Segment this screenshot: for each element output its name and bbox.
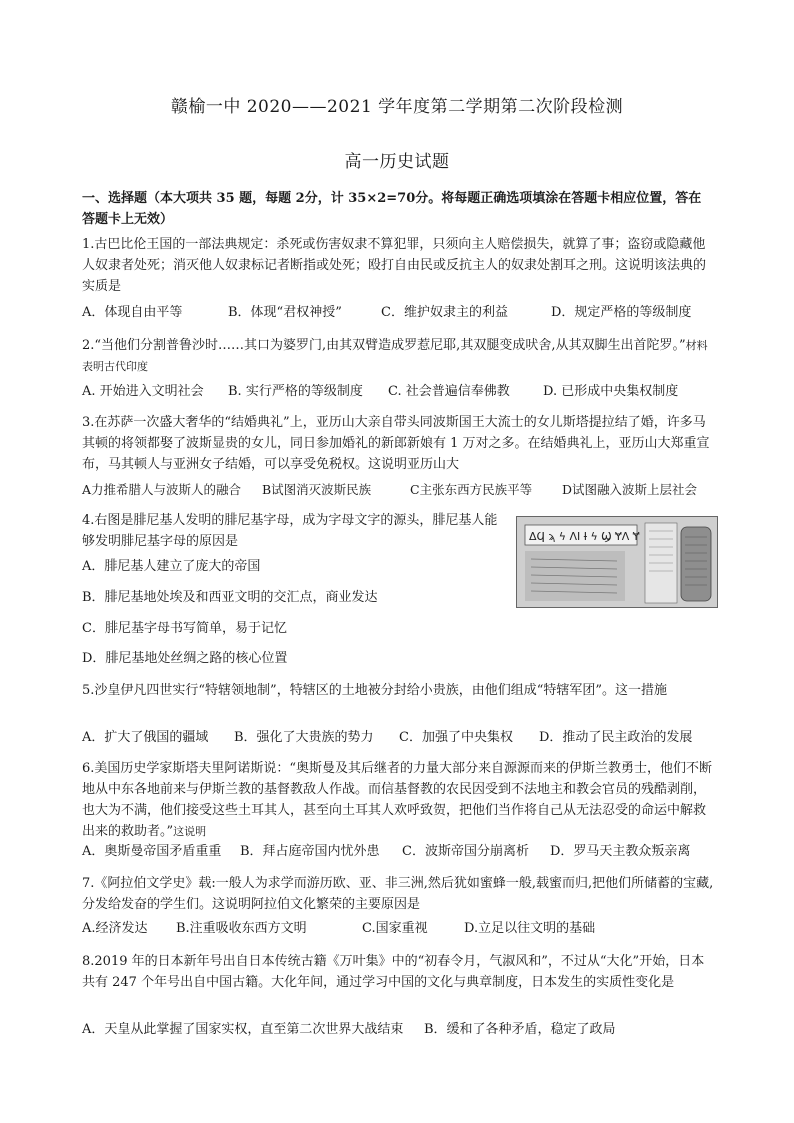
- q7-option-b: B.注重吸收东西方文明: [176, 921, 307, 936]
- q3-option-a: A力推希腊人与波斯人的融合: [82, 482, 242, 497]
- question-6-stem: [82, 758, 714, 842]
- question-7-stem: 7.《阿拉伯文学史》载:一般人为求学而游历欧、亚、非三洲,然后犹如蜜蜂一般,载蜜而归,把他们所储蓄的宝藏,分发给发奋的学生们。这说明阿拉伯文化繁荣的主要原因是: [82, 876, 714, 912]
- q4-option-a: A．腓尼基人建立了庞大的帝国: [82, 559, 261, 574]
- q2-option-a: A. 开始进入文明社会: [82, 384, 204, 399]
- q6-option-c: C．波斯帝国分崩离析: [402, 844, 529, 859]
- figure-glyph-strip: ΔϤ ϡ ϟ ΛΙ Ɨ ϟ Ϣ ɎΛ Ɏ: [529, 530, 640, 543]
- question-8-stem: 8.2019 年的日本新年号出自日本传统古籍《万叶集》中的“初春令月，气淑风和”，不过从“大化”开始，日本共有 247 个年号出自中国古籍。大化年间，通过学习中国的文化与典章制度，日本发生的实质性变化是: [82, 954, 705, 990]
- question-3-stem: 3.在苏萨一次盛大奢华的“结婚典礼”上，亚历山大亲自带头同波斯国王大流士的女儿斯塔提拉结了婚，许多马其顿的将领都娶了波斯显贵的女儿，同日参加婚礼的新郎新娘有 1 万对之多。在结婚典礼上，亚历山大郑重宣布，马其顿人与亚洲女子结婚，可以享受免税权。这说明亚历山大: [82, 415, 710, 472]
- question-2-stem: [82, 335, 714, 377]
- q1-option-c: C．维护奴隶主的利益: [381, 305, 508, 320]
- q3-option-b: B试图消灭波斯民族: [262, 482, 372, 497]
- question-7-options: [82, 919, 722, 939]
- phoenician-alphabet-image: [516, 516, 718, 608]
- q2-option-d: D. 已形成中央集权制度: [543, 384, 679, 399]
- q2-option-c: C. 社会普遍信奉佛教: [388, 384, 510, 399]
- q1-option-a: A．体现自由平等: [82, 305, 183, 320]
- q2-stem-main: 2.“当他们分割普鲁沙时……其口为婆罗门,由其双臂造成罗惹尼耶,其双腿变成吠舍,从其双脚生出首陀罗。”: [82, 338, 686, 353]
- question-2-options: [82, 382, 722, 402]
- q6-stem-tail: 这说明: [173, 825, 207, 838]
- q3-option-d: D试图融入波斯上层社会: [562, 482, 698, 497]
- q1-option-b: B．体现“君权神授”: [228, 305, 342, 320]
- question-5-options: [82, 728, 722, 748]
- q7-option-a: A.经济发达: [82, 921, 148, 936]
- q5-option-c: C．加强了中央集权: [399, 730, 513, 745]
- q5-option-b: B．强化了大贵族的势力: [234, 730, 374, 745]
- question-4-stem: 4.右图是腓尼基人发明的腓尼基字母，成为字母文字的源头，腓尼基人能够发明腓尼基字母的原因是: [82, 513, 498, 549]
- q7-option-d: D.立足以往文明的基础: [464, 921, 596, 936]
- figure-drawing: [517, 517, 717, 607]
- q8-option-a: A．天皇从此掌握了国家实权，直至第二次世界大战结束: [82, 1022, 404, 1037]
- question-3-options: [82, 480, 722, 500]
- q6-stem-main: 6.美国历史学家斯塔夫里阿诺斯说：“奥斯曼及其后继者的力量大部分来自源源而来的伊斯兰教勇士，他们不断地从中东各地前来与伊斯兰教的基督教敌人作战。而信基督教的农民因受到不法地主和教会官员的残酷剥削，也大为不满，他们接受这些土耳其人，甚至向土耳其人欢呼致贺，把他们当作将自己从无法忍受的命运中解救出来的救助者。”: [82, 761, 713, 839]
- q4-option-c: C．腓尼基字母书写简单，易于记忆: [82, 621, 287, 636]
- q6-option-a: A．奥斯曼帝国矛盾重重: [82, 844, 222, 859]
- q4-option-d: D．腓尼基地处丝绸之路的核心位置: [82, 651, 288, 666]
- section-heading: 一、选择题（本大项共 35 题，每题 2分，计 35×2=70分。将每题正确选项填涂在答题卡相应位置，答在答题卡上无效）: [82, 191, 702, 227]
- q4-option-b: B．腓尼基地处埃及和西亚文明的交汇点，商业发达: [82, 590, 378, 605]
- q5-option-d: D．推动了民主政治的发展: [539, 730, 693, 745]
- q6-option-d: D．罗马天主教众叛亲离: [550, 844, 691, 859]
- q6-option-b: B．拜占庭帝国内忧外患: [240, 844, 380, 859]
- q2-stem-tail: 材料表明古代印度: [82, 339, 708, 373]
- q7-option-c: C.国家重视: [362, 921, 428, 936]
- exam-title: 赣榆一中 2020——2021 学年度第二学期第二次阶段检测: [170, 97, 624, 117]
- exam-subtitle: 高一历史试题: [344, 152, 450, 172]
- question-8-options: [82, 1020, 722, 1040]
- q5-option-a: A．扩大了俄国的疆域: [82, 730, 209, 745]
- q8-option-b: B．缓和了各种矛盾，稳定了政局: [424, 1022, 616, 1037]
- question-1-options: [82, 303, 722, 323]
- q3-option-c: C主张东西方民族平等: [410, 482, 533, 497]
- q2-option-b: B. 实行严格的等级制度: [228, 384, 363, 399]
- question-1-stem: 1.古巴比伦王国的一部法典规定：杀死或伤害奴隶不算犯罪，只须向主人赔偿损失，就算了事；盗窃或隐藏他人奴隶者处死；消灭他人奴隶标记者断指或处死；殴打自由民或反抗主人的奴隶处割耳之刑。这说明该法典的实质是: [82, 237, 707, 294]
- question-5-stem: 5.沙皇伊凡四世实行“特辖领地制”，特辖区的土地被分封给小贵族，由他们组成“特辖军团”。这一措施: [82, 683, 667, 698]
- question-6-options: [82, 842, 722, 862]
- q1-option-d: D．规定严格的等级制度: [551, 305, 692, 320]
